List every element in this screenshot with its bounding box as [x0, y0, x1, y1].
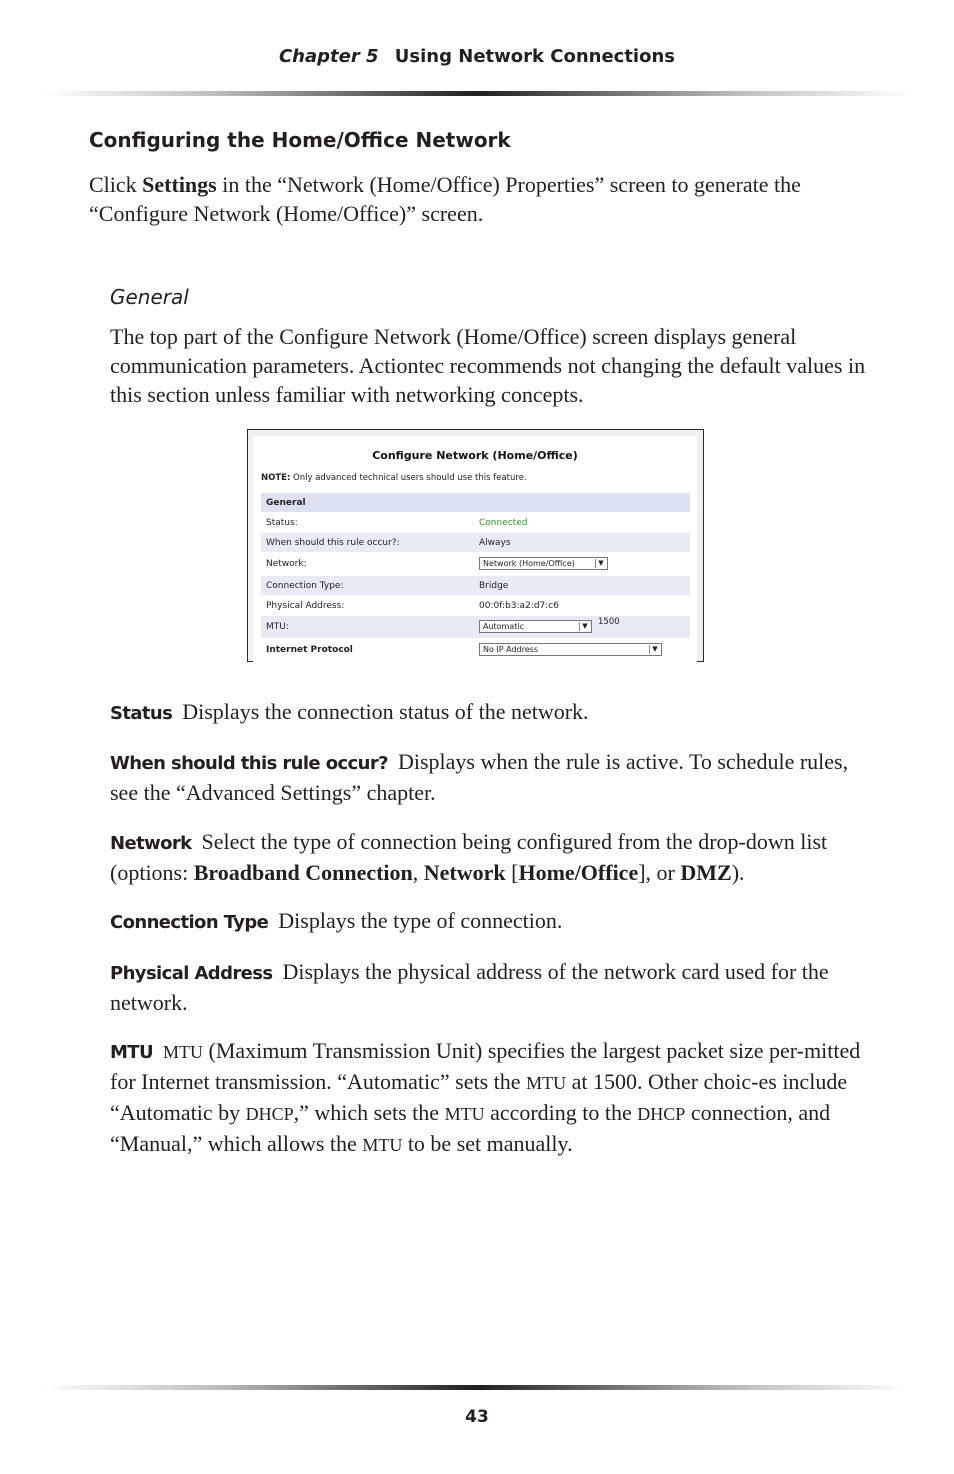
- intro-text-2: in the “Network (Home/Office) Properties” screen to generate the “Configure Network (Home/Office)” screen.: [89, 172, 801, 226]
- physical-address-value: 00:0f:b3:a2:d7:c6: [479, 600, 559, 611]
- status-label: Status:: [266, 517, 298, 528]
- screenshot-title: Configure Network (Home/Office): [372, 449, 578, 462]
- mtu-text-4: according to the: [484, 1100, 638, 1125]
- internet-protocol-select-value: No IP Address: [483, 645, 539, 654]
- network-label: Network:: [266, 559, 307, 569]
- mtu-select-value: Automatic: [483, 622, 525, 631]
- internet-protocol-label: Internet Protocol: [266, 644, 353, 655]
- table-section-header: [261, 493, 690, 513]
- mtu-acronym: MTU: [362, 1135, 403, 1155]
- network-term: Network: [110, 833, 192, 854]
- network-option-dmz: DMZ: [680, 860, 732, 885]
- subsection-title: General: [110, 285, 189, 309]
- physical-address-label: Physical Address:: [266, 600, 345, 611]
- mtu-text-2: at 1500. Other choic-es include “Automatic by: [110, 1069, 848, 1125]
- intro-settings-bold: Settings: [142, 172, 217, 197]
- header-rule: [44, 91, 910, 96]
- physical-address-definition: Displays the physical address of the network card used for the network.: [110, 959, 829, 1015]
- network-option-home-office: Home/Office: [518, 860, 639, 885]
- network-select-value: Network (Home/Office): [483, 559, 575, 568]
- connection-type-term: Connection Type: [110, 912, 269, 933]
- network-option-broadband: Broadband Connection: [193, 860, 413, 885]
- definition-status: [110, 697, 870, 728]
- chevron-down-icon: ▼: [595, 559, 606, 568]
- general-paragraph: The top part of the Configure Network (Home/Office) screen displays general communication parameters. Actiontec recommends not changing the default values in this section unless familiar with networking concepts.: [110, 324, 866, 407]
- definition-physical-address: [110, 957, 870, 1017]
- mtu-label: MTU:: [266, 622, 289, 632]
- mtu-text-5: connection, and “Manual,” which allows the: [110, 1100, 831, 1156]
- intro-paragraph: [89, 170, 869, 228]
- mtu-text-1: (Maximum Transmission Unit) specifies the largest packet size per-mitted for Internet transmission. “Automatic” sets the: [110, 1038, 861, 1094]
- definition-network: [110, 827, 880, 887]
- when-label: When should this rule occur?:: [266, 537, 400, 548]
- definition-connection-type: [110, 906, 870, 937]
- note-text: Only advanced technical users should use this feature.: [290, 473, 527, 483]
- screenshot-panel: [253, 436, 697, 662]
- table-row-connection-type: [261, 576, 690, 596]
- table-row-physical-address: [261, 596, 690, 616]
- footer-rule: [44, 1385, 910, 1390]
- when-definition: Displays when the rule is active. To schedule rules, see the “Advanced Settings” chapter.: [110, 749, 849, 805]
- configure-network-screenshot: [247, 429, 704, 662]
- dhcp-acronym: DHCP: [245, 1104, 294, 1124]
- when-term: When should this rule occur?: [110, 753, 388, 774]
- connection-type-value: Bridge: [479, 580, 509, 591]
- physical-address-term: Physical Address: [110, 963, 273, 984]
- page-number: 43: [465, 1407, 489, 1427]
- network-text-4: ], or: [638, 860, 681, 885]
- connection-type-label: Connection Type:: [266, 580, 344, 591]
- status-term: Status: [110, 703, 173, 724]
- chevron-down-icon: ▼: [649, 645, 660, 654]
- section-label: General: [266, 497, 306, 508]
- mtu-term: MTU: [110, 1042, 154, 1063]
- network-select[interactable]: [479, 557, 608, 570]
- section-title: Configuring the Home/Office Network: [89, 128, 511, 152]
- table-row-internet-protocol: [261, 639, 690, 661]
- network-option-network: Network: [423, 860, 506, 885]
- mtu-acronym: MTU: [163, 1042, 204, 1062]
- chevron-down-icon: ▼: [579, 622, 590, 631]
- when-value: Always: [479, 537, 511, 548]
- network-text-3: [: [505, 860, 519, 885]
- network-text-2: ,: [412, 860, 424, 885]
- table-row-when: [261, 533, 690, 553]
- status-value: Connected: [479, 517, 528, 528]
- mtu-text-6: to be set manually.: [402, 1131, 573, 1156]
- mtu-select[interactable]: [479, 620, 592, 633]
- definition-when: [110, 747, 870, 807]
- mtu-acronym: MTU: [526, 1073, 567, 1093]
- running-header: [0, 46, 954, 67]
- mtu-value: 1500: [598, 617, 620, 627]
- table-row-status: [261, 513, 690, 533]
- status-definition: Displays the connection status of the network.: [182, 699, 589, 724]
- chapter-label: Chapter 5: [278, 46, 379, 67]
- mtu-acronym: MTU: [444, 1104, 485, 1124]
- internet-protocol-select[interactable]: [479, 643, 662, 656]
- table-row-mtu: [261, 616, 690, 639]
- network-text-1: Select the type of connection being configured from the drop-down list (options:: [110, 829, 828, 885]
- chapter-title: Using Network Connections: [394, 46, 676, 67]
- mtu-text-3: ,” which sets the: [293, 1100, 445, 1125]
- connection-type-definition: Displays the type of connection.: [278, 908, 563, 933]
- definition-mtu: [110, 1036, 880, 1160]
- network-text-5: ).: [731, 860, 745, 885]
- table-row-network: [261, 553, 690, 576]
- settings-table: [261, 493, 690, 661]
- intro-text-1: Click: [89, 172, 143, 197]
- screenshot-note: [261, 473, 527, 483]
- dhcp-acronym: DHCP: [637, 1104, 686, 1124]
- note-label: NOTE:: [261, 473, 291, 483]
